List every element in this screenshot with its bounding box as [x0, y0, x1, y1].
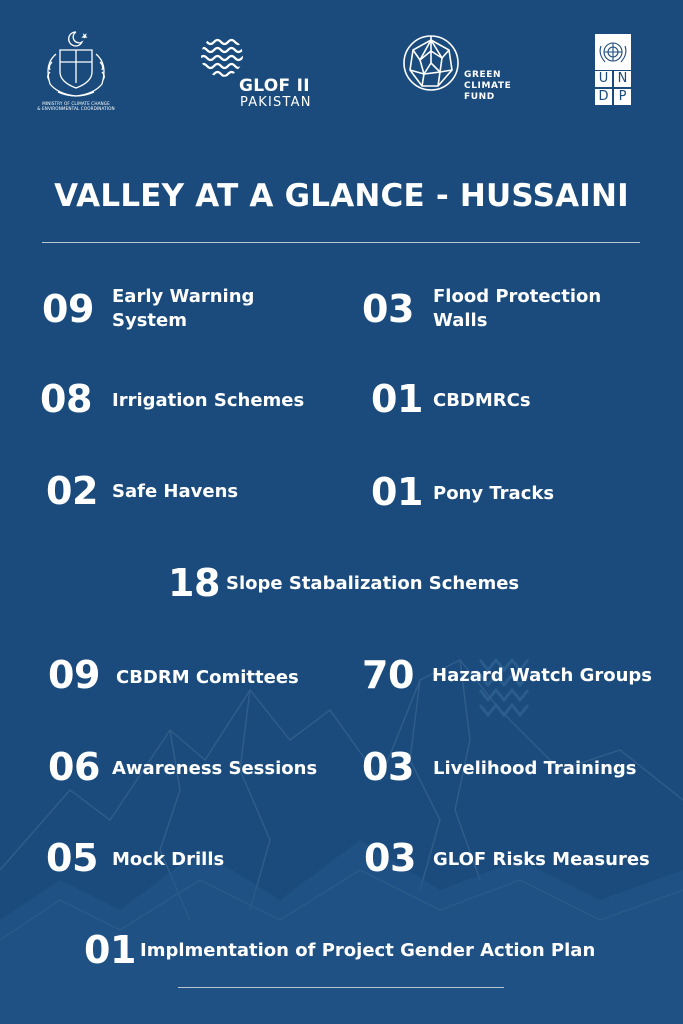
- ministry-caption-line1: MINISTRY OF CLIMATE CHANGE: [42, 101, 110, 106]
- stat-number: 03: [362, 287, 414, 331]
- gcf-line2: CLIMATE: [464, 81, 512, 91]
- undp-letter-n: N: [614, 71, 631, 87]
- undp-letter-grid: [595, 71, 631, 105]
- ministry-crest-icon: [30, 28, 122, 102]
- ministry-caption: [26, 101, 126, 111]
- stat-label: Implmentation of Project Gender Action Plan: [140, 940, 596, 961]
- stat-label: CBDMRCs: [433, 390, 531, 411]
- stat-label: Livelihood Trainings: [433, 758, 637, 779]
- stat-number: 70: [362, 653, 414, 697]
- ministry-caption-line2: & ENVIRONMENTAL COORDINATION: [37, 106, 115, 111]
- stat-number: 08: [40, 377, 92, 421]
- stat-label-line2: Walls: [433, 310, 488, 331]
- page-title: VALLEY AT A GLANCE - HUSSAINI: [54, 178, 629, 214]
- glof-waves-icon: [200, 34, 244, 78]
- stat-label: Flood Protection: [433, 286, 602, 307]
- un-emblem-icon: [595, 34, 631, 70]
- undp-letter-p: P: [614, 89, 631, 105]
- green-climate-fund-logo: [402, 34, 532, 114]
- stat-number: 03: [364, 836, 416, 880]
- stat-label: Awareness Sessions: [112, 758, 318, 779]
- gcf-line1: GREEN: [464, 70, 502, 80]
- un-emblem-block: [595, 34, 631, 70]
- stat-number: 09: [48, 653, 100, 697]
- undp-letter-u: U: [595, 71, 612, 87]
- glof-name: GLOF II: [239, 76, 310, 96]
- gcf-line3: FUND: [464, 92, 495, 102]
- geodesic-sphere-icon: [402, 34, 460, 92]
- stat-label: Irrigation Schemes: [112, 390, 305, 411]
- stat-label: GLOF Risks Measures: [433, 849, 650, 870]
- glof-sub: PAKISTAN: [240, 95, 312, 110]
- stat-label: Mock Drills: [112, 849, 225, 870]
- stat-number: 06: [48, 745, 100, 789]
- stat-label: Early Warning: [112, 286, 255, 307]
- glof-ii-pakistan-logo: [196, 34, 326, 114]
- ministry-climate-change-logo: [30, 28, 122, 118]
- stat-label: Slope Stabalization Schemes: [226, 573, 520, 594]
- stat-number: 02: [46, 469, 98, 513]
- stat-number: 03: [362, 745, 414, 789]
- stat-number: 01: [371, 470, 423, 514]
- stat-label: Safe Havens: [112, 481, 239, 502]
- stat-number: 18: [168, 561, 220, 605]
- stat-label: Hazard Watch Groups: [432, 665, 653, 686]
- stat-number: 01: [371, 377, 423, 421]
- undp-letter-d: D: [595, 89, 612, 105]
- stat-label: CBDRM Comittees: [116, 667, 299, 688]
- stat-number: 05: [46, 836, 98, 880]
- stat-number: 09: [42, 287, 94, 331]
- footer-divider: [178, 987, 504, 988]
- undp-logo: [595, 34, 633, 106]
- stat-label: Pony Tracks: [433, 483, 555, 504]
- stat-number: 01: [84, 928, 136, 972]
- title-divider: [42, 242, 640, 243]
- stat-label-line2: System: [112, 310, 187, 331]
